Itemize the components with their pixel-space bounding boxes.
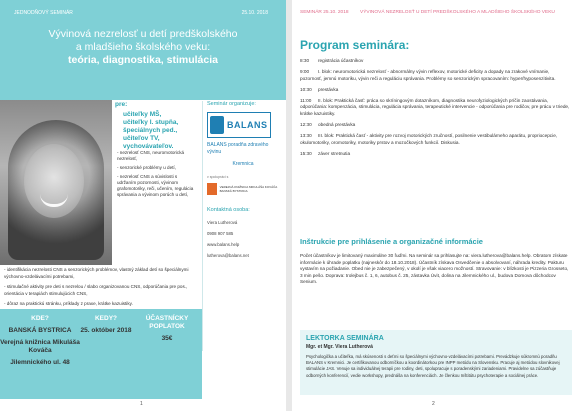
audience-item: špeciálnych ped., bbox=[123, 127, 178, 134]
program-row bbox=[300, 98, 570, 117]
where-city: BANSKÁ BYSTRICA bbox=[8, 327, 72, 334]
lector-heading: LEKTORKA SEMINÁRA bbox=[306, 335, 384, 342]
child-photo bbox=[0, 100, 112, 265]
fee-amount: 35€ bbox=[161, 335, 173, 342]
topic-item: - nezrelosť CNS, neuromotorická nezrelosť, bbox=[117, 150, 185, 161]
audience-item: učiteľky I. stupňa, bbox=[123, 119, 179, 126]
when-date: 25. október 2018 bbox=[80, 327, 132, 334]
program-row bbox=[300, 133, 570, 146]
lector-box bbox=[300, 330, 572, 395]
content-bullet: - dôraz na praktickú stránku, príklady z praxe, krátke kazuistiky. bbox=[4, 301, 133, 306]
seminar-title bbox=[20, 28, 266, 67]
contact-name: Viera Lutherová bbox=[207, 220, 238, 225]
contact-email: lutherova@balans.net bbox=[207, 253, 249, 258]
program-row bbox=[300, 122, 570, 128]
program-time: 11:00 bbox=[300, 98, 312, 104]
title-line-1: Vývinová nezrelosť u detí predškolského bbox=[48, 28, 238, 40]
event-info-strip bbox=[0, 309, 202, 399]
page-number: 1 bbox=[140, 401, 143, 407]
where-heading: KDE? bbox=[31, 315, 49, 322]
topic-item: - nezrelosť CNS a súvislosti s udržaním pozornosti, vývinom grafomotoriky, reči, učením, regulácia správania a vývinom porúch u detí, bbox=[117, 174, 194, 197]
where-venue: Verejná knižnica Mikuláša Kováča bbox=[0, 339, 80, 354]
program-time: 9:00 bbox=[300, 69, 310, 75]
fee-box bbox=[132, 309, 202, 399]
program-time: 15:30 bbox=[300, 150, 312, 156]
organizer-label: Seminár organizuje: bbox=[207, 101, 256, 107]
library-logo-text: VEREJNÁ KNIŽNICA MIKULÁŠA KOVÁČA BANSKÁ BYSTRICA bbox=[219, 185, 278, 193]
page2-header-date: SEMINÁR 25.10. 2018 bbox=[300, 10, 349, 15]
contact-label: Kontaktná osoba: bbox=[207, 207, 250, 213]
program-text: záver stretnutia bbox=[318, 150, 351, 156]
balans-logo-text: BALANS bbox=[227, 120, 268, 130]
when-heading: KEDY? bbox=[94, 315, 118, 322]
program-text: obedná prestávka bbox=[318, 122, 356, 128]
title-line-3: teória, diagnostika, stimulácia bbox=[68, 54, 218, 66]
program-row bbox=[300, 58, 570, 64]
lector-bio: Psychologička a učiteľka, má skúsenosti s deťmi so špeciálnymi výchovno-vzdelávacími potrebami. Prevádzkuje súkromnú poradňu BALANS v Kremnici. Je certifikovanou odborníčkou a koordinátorkou pre INPP metódu na Slovensku. Pracuje aj metódou slovnikovej stimulácie JAS. Venuje sa individuálnej terapii pre rodiny, deti, spolupracuje s poradenskými zariadeniami. Pravidelne sa zúčastňuje odborných konferencií, vedie workshopy, prednáša na konferenciách. Je členkou Inštitútu psychoterapie a sociálnej práce. bbox=[306, 354, 560, 378]
library-logo bbox=[207, 183, 279, 195]
program-list bbox=[300, 58, 570, 162]
program-time: 13:30 bbox=[300, 133, 312, 139]
organizer-name: BALANS poradňa zdravého vývinu bbox=[207, 142, 269, 155]
program-text: prestávka bbox=[318, 86, 339, 92]
registration-text: Počet účastníkov je limitovaný maximálne 30 ľuďmi. Na seminár sa prihlasujte na: viera.lutherova@balans.help. Obratom získate informácie k úhrade poplatku (najneskôr do 18.10.2018). Účastník získava Osvedčenie o absolvovaní, náhrada kredity. Pakturu vystavím na požiadanie. Obed nie je zabezpečený, v okolí je však viacero možností. Stravovanie: v blízkosti je Pizzeria Grosseto, 3 min pešo. Doprava: trolejbus č. 1, 6, autobus č. 25, zástavka Úvit, dolina na Jilemnického ul., budova Domova dôchodcov Senium. bbox=[300, 253, 569, 285]
program-time: 8:30 bbox=[300, 58, 310, 63]
title-banner bbox=[0, 0, 286, 100]
program-text: III. blok: Praktická časť - aktivity pre rozvoj motorických zručností, posilnenie vestibulárneho aparátu, propriocepcie, okulomotoriky, oromotoriky, motoriky prstov a mozočkových funkcií. Diskusia. bbox=[300, 133, 558, 145]
contact-phone: 0908 907 585 bbox=[207, 231, 234, 236]
registration-heading: Inštrukcie pre prihlásenie a organizačné informácie bbox=[300, 237, 483, 246]
seminar-type-label: JEDNODŇOVÝ SEMINÁR bbox=[14, 10, 73, 16]
content-bullets bbox=[4, 266, 200, 310]
balans-logo bbox=[207, 112, 271, 138]
leaflet-page-2 bbox=[292, 0, 580, 411]
page2-header-title: VÝVINOVÁ NEZRELOSŤ U DETÍ PREDŠKOLSKÉHO A MLADŠIEHO ŠKOLSKÉHO VEKU bbox=[360, 10, 555, 15]
lector-name: Mgr. et Mgr. Viera Lutherová bbox=[306, 344, 373, 350]
target-audience bbox=[115, 101, 198, 151]
contact-web: www.balans.help bbox=[207, 242, 240, 247]
where-address: Jilemnického ul. 48 bbox=[10, 359, 70, 366]
topics-list bbox=[117, 150, 197, 201]
program-row bbox=[300, 87, 570, 93]
topic-item: - senzorické problémy u detí, bbox=[117, 165, 176, 170]
program-time: 12:30 bbox=[300, 122, 312, 128]
library-logo-icon bbox=[207, 183, 217, 195]
when-box bbox=[80, 309, 132, 399]
cooperation-label: v spolupráci s bbox=[207, 175, 229, 179]
program-text: registrácia účastníkov bbox=[318, 58, 364, 63]
leaflet-page-1 bbox=[0, 0, 286, 411]
banner-header bbox=[14, 10, 268, 24]
audience-heading: pre: bbox=[115, 101, 128, 108]
content-bullet: - stimulačné aktivity pre deti s nezrelou / slabo organizovanou CNS, odporúčania pre pos., orientácia v terapiách stimulujúcich CNS, bbox=[4, 284, 188, 296]
program-time: 10:30 bbox=[300, 86, 312, 92]
page-number: 2 bbox=[432, 401, 435, 407]
fee-heading: ÚČASTNÍCKY POPLATOK bbox=[145, 315, 189, 330]
audience-item: vychovávateľov. bbox=[123, 143, 174, 150]
audience-list bbox=[123, 111, 198, 151]
program-text: II. blok: Praktická časť: práca so skríningovým dotazníkom, diagnostika neurofyziologických príčin zaostávania, odporúčania: kompenzácia, stimulácia, regulácia správania, terapeutické intervencie - odporúčania pre rodičov, pre prácu v triede, krátke kazuistiky. bbox=[300, 98, 570, 116]
content-bullet: - identifikácia nezrelosti CNS a senzorických problémov, vlastný základ detí so špeciálnymi výchovno-vzdelávacími potrebami, bbox=[4, 267, 189, 279]
audience-item: učiteľov TV, bbox=[123, 135, 160, 142]
seminar-date-label: 25.10. 2018 bbox=[241, 10, 268, 16]
balans-logo-icon bbox=[210, 116, 224, 134]
organizer-column bbox=[202, 101, 279, 351]
program-row bbox=[300, 151, 570, 157]
where-box bbox=[0, 309, 80, 399]
program-title: Program seminára: bbox=[300, 38, 410, 52]
audience-item: učiteľky MŠ, bbox=[123, 111, 162, 118]
organizer-city: Kremnica bbox=[232, 161, 254, 167]
title-line-2: a mladšieho školského veku: bbox=[75, 41, 211, 53]
program-row bbox=[300, 69, 570, 82]
program-text: I. blok: neuromotorická nezrelosť - abnormálny vývin reflexov, motorické deficity a dopady na zrakové vnímanie, pozornosť, jemnú motoriku, vývin reči a reguláciu správania. Problémy so senzorickým spracovaním: hyper/hyposenzitivita. bbox=[300, 69, 556, 81]
